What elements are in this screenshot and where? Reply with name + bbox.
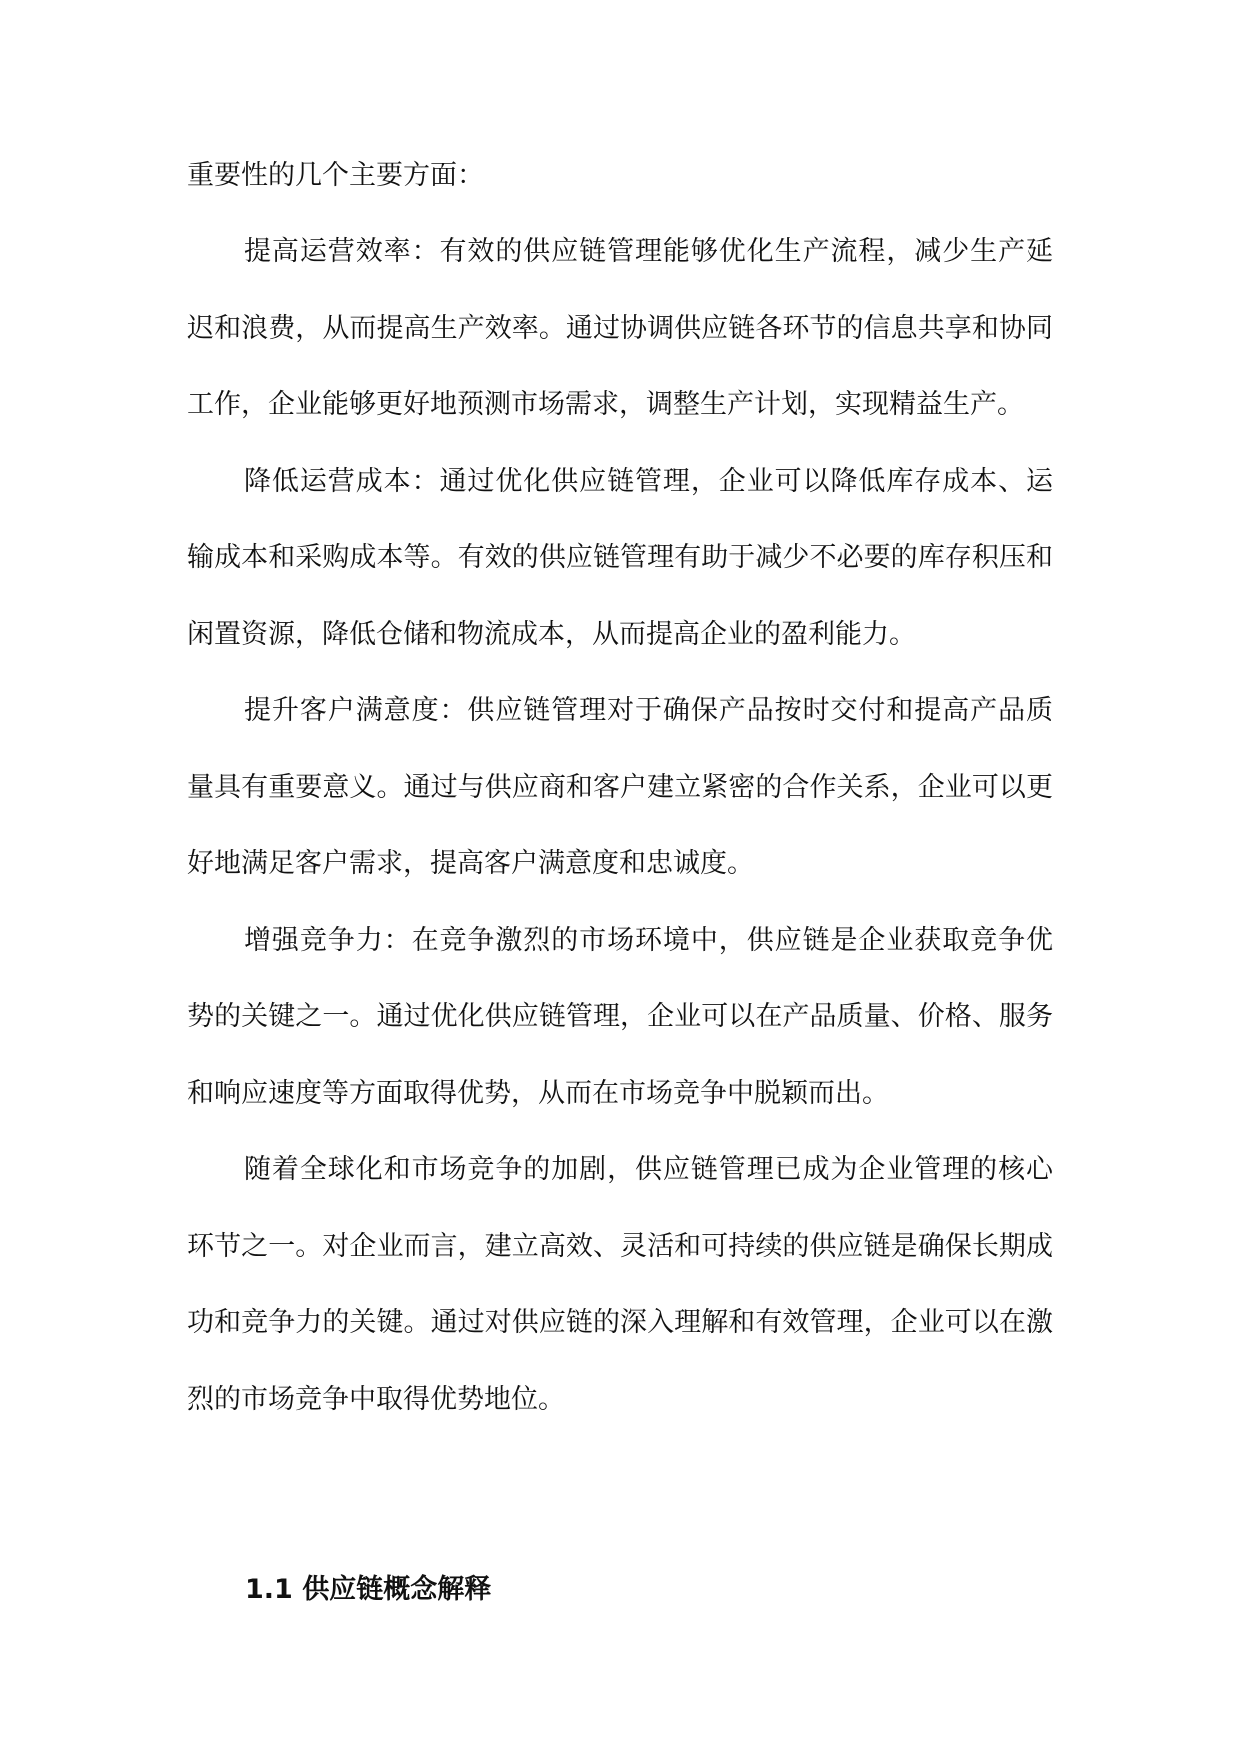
paragraph-competitiveness: 增强竞争力：在竞争激烈的市场环境中，供应链是企业获取竞争优势的关键之一。通过优化供应链管理，企业可以在产品质量、价格、服务和响应速度等方面取得优势，从而在市场竞争中脱颖而出。 xyxy=(187,924,1053,1109)
paragraph-efficiency: 提高运营效率：有效的供应链管理能够优化生产流程，减少生产延迟和浪费，从而提高生产效率。通过协调供应链各环节的信息共享和协同工作，企业能够更好地预测市场需求，调整生产计划，实现精益生产。 xyxy=(187,236,1053,420)
paragraph-list xyxy=(187,214,1053,1438)
paragraph-conclusion: 随着全球化和市场竞争的加剧，供应链管理已成为企业管理的核心环节之一。对企业而言，建立高效、灵活和可持续的供应链是确保长期成功和竞争力的关键。通过对供应链的深入理解和有效管理，企业可以在激烈的市场竞争中取得优势地位。 xyxy=(187,1154,1053,1415)
section-heading: 1.1 供应链概念解释 xyxy=(245,1574,492,1605)
paragraph-cost: 降低运营成本：通过优化供应链管理，企业可以降低库存成本、运输成本和采购成本等。有效的供应链管理有助于减少不必要的库存积压和闲置资源，降低仓储和物流成本，从而提高企业的盈利能力。 xyxy=(187,465,1053,650)
paragraph-satisfaction: 提升客户满意度：供应链管理对于确保产品按时交付和提高产品质量具有重要意义。通过与供应商和客户建立紧密的合作关系，企业可以更好地满足客户需求，提高客户满意度和忠诚度。 xyxy=(187,695,1053,879)
lead-line: 重要性的几个主要方面： xyxy=(187,160,484,191)
